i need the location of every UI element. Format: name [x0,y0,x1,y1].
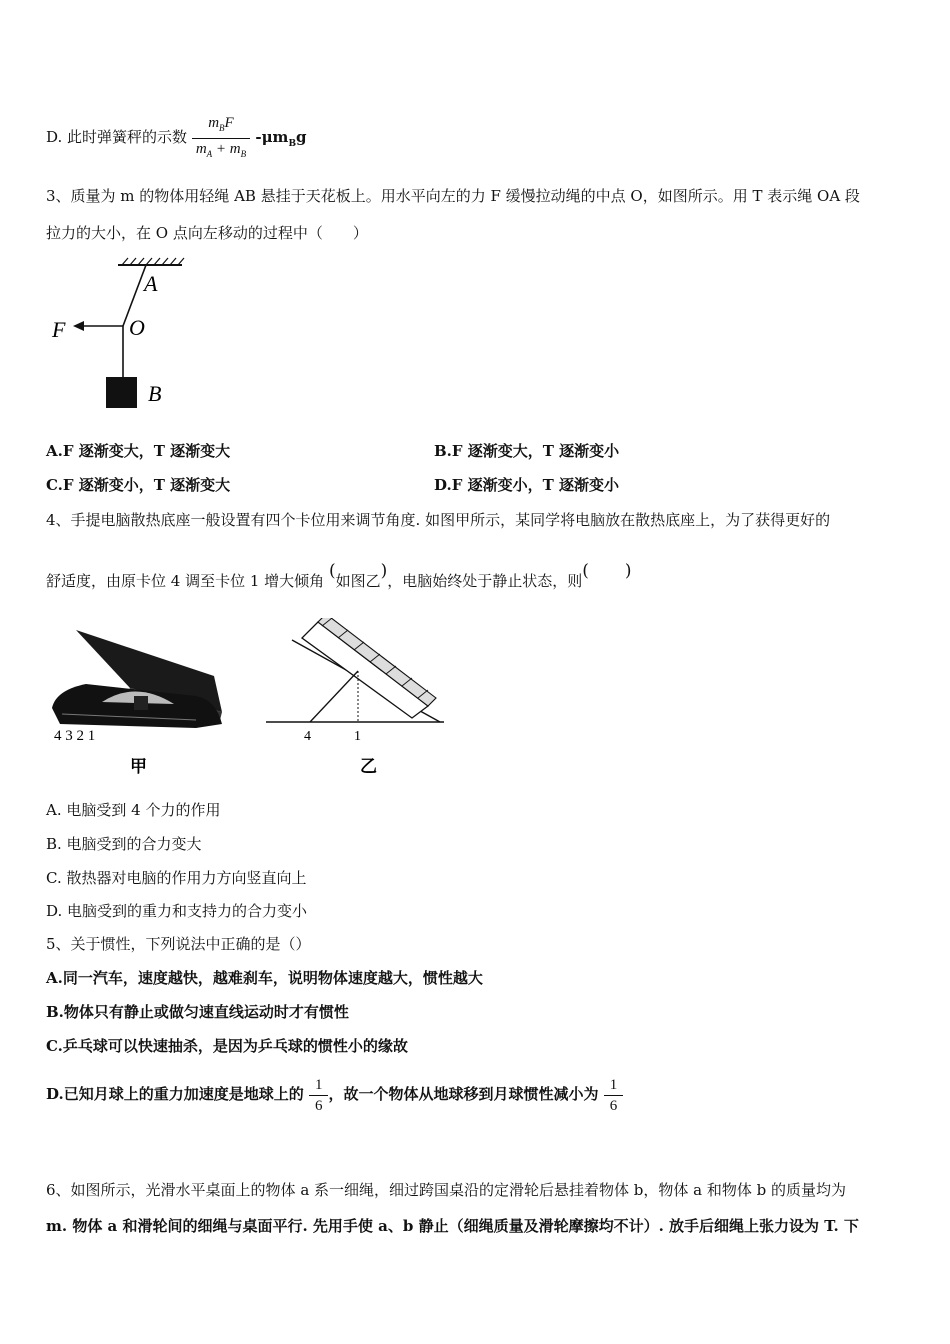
q5-option-b[interactable]: B.物体只有静止或做匀速直线运动时才有惯性 [46,1003,349,1021]
q4-yi-slot-4: 4 [304,729,311,744]
q5-option-a[interactable]: A.同一汽车，速度越快，越难刹车，说明物体速度越大，惯性越大 [46,969,483,987]
q3-label-a: A [144,271,158,296]
q2-option-d-prefix: D. 此时弹簧秤的示数 [46,128,188,146]
q3-label-b: B [148,381,162,406]
q4-option-d[interactable]: D. 电脑受到的重力和支持力的合力变小 [46,902,308,920]
q6-stem-line2: m. 物体 a 和滑轮间的细绳与桌面平行. 先用手使 a、b 静止（细绳质量及滑轮摩擦均不计）. 放手后细绳上张力设为 T. 下 [46,1217,859,1235]
q3-block-b [106,377,137,408]
q2-fraction: $\frac{m_BF}{m_A + m_B}$ [192,113,250,164]
q3-figure [46,255,206,415]
q3-label-o: O [129,315,145,340]
q2-option-d [46,108,307,173]
q4-figure-yi [262,618,452,774]
q6-stem-line1: 6、如图所示，光滑水平桌面上的物体 a 系一细绳，细过跨国桌沿的定滑轮后悬挂着物体 b，物体 a 和物体 b 的质量均为 [46,1181,847,1199]
q3-option-a[interactable]: A.F 逐渐变大，T 逐渐变大 [46,442,231,460]
q2-option-d-tail: $-\mu m_Bg$ [250,128,307,149]
q3-stem-line1: 3、质量为 m 的物体用轻绳 AB 悬挂于天花板上。用水平向左的力 F 缓慢拉动绳的中点 O，如图所示。用 T 表示绳 OA 段 [46,187,860,205]
q4-figure-jia [46,624,236,774]
q4-yi-label: 乙 [360,757,377,774]
q3-label-f: F [52,317,66,342]
q4-option-c[interactable]: C. 散热器对电脑的作用力方向竖直向上 [46,869,307,887]
q4-jia-slot-numbers: 4 3 2 1 [54,728,96,744]
q5-fraction-1: $\frac{1}{6}$ [309,1075,329,1116]
q4-jia-label: 甲 [130,757,147,774]
q5-stem: 5、关于惯性，下列说法中正确的是（） [46,935,311,953]
q3-option-c[interactable]: C.F 逐渐变小，T 逐渐变大 [46,476,231,494]
q3-stem-line2: 拉力的大小，在 O 点向左移动的过程中（ ） [46,224,368,242]
q5-fraction-2: $\frac{1}{6}$ [604,1075,624,1116]
q5-option-c[interactable]: C.乒乓球可以快速抽杀，是因为乒乓球的惯性小的缘故 [46,1037,408,1055]
q4-stem-line1: 4、手提电脑散热底座一般设置有四个卡位用来调节角度. 如图甲所示，某同学将电脑放在散热底座上，为了获得更好的 [46,511,831,529]
q4-yi-slot-1: 1 [354,729,361,744]
q5-option-d[interactable]: D.已知月球上的重力加速度是地球上的 $\frac{1}{6}$ ，故一个物体从地球移到月球惯性减小为 $\frac{1}{6}$ [46,1072,623,1116]
q4-option-a[interactable]: A. 电脑受到 4 个力的作用 [46,801,221,819]
q4-stem-line2: 舒适度，由原卡位 4 调至卡位 1 增大倾角 (如图乙)，电脑始终处于静止状态，则( ) [46,561,632,590]
q4-option-b[interactable]: B. 电脑受到的合力变大 [46,835,202,853]
q3-option-b[interactable]: B.F 逐渐变大，T 逐渐变小 [434,442,620,460]
q3-option-d[interactable]: D.F 逐渐变小，T 逐渐变小 [434,476,619,494]
